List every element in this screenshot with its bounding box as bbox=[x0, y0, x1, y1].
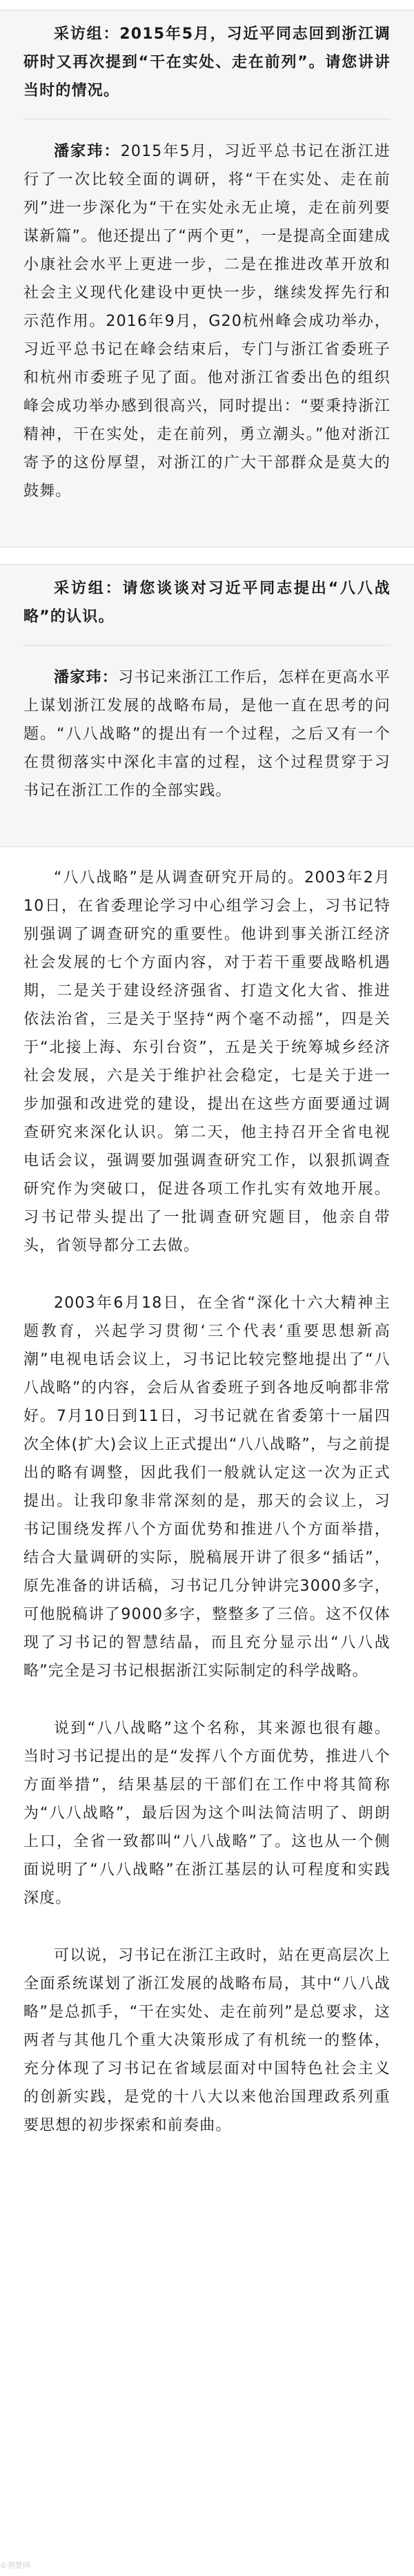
body-paragraph: “八八战略”是从调查研究开局的。2003年2月10日，在省委理论学习中心组学习会上，习书记特别强调了调查研究的重要性。他讲到事关浙江经济社会发展的七个方面内容，对于若干重要战略机遇期，二是关于建设经济强省、打造文化大省、推进依法治省，三是关于坚持“两个毫不动摇”，四是关于“北接上海、东引台资”，五是关于统筹城乡经济社会发展，六是关于维护社会稳定，七是关于进一步加强和改进党的建设，提出在这些方面要通过调查研究来深化认识。第二天，他主持召开全省电视电话会议，强调要加强调查研究工作，以狠抓调查研究作为突破口，促进各项工作扎实有效地开展。习书记带头提出了一批调查研究题目，他亲自带头，省领导都分工去做。 bbox=[23, 869, 391, 1255]
watermark: ©荆楚网 bbox=[0, 2561, 30, 2570]
divider bbox=[23, 645, 391, 646]
body-paragraph: 说到“八八战略”这个名称，其来源也很有趣。当时习书记提出的是“发挥八个方面优势，推进八个方面举措”，结果基层的干部们在工作中将其简称为“八八战略”，最后因为这个叫法简洁明了、朗朗上口，全省一致都叫“八八战略”了。这也从一个侧面说明了“八八战略”在浙江基层的认可程度和实践深度。 bbox=[23, 1720, 391, 1907]
answer-paragraph bbox=[23, 137, 391, 505]
answer-text: 2015年5月，习近平总书记在浙江进行了一次比较全面的调研，将“干在实处、走在前列”进一步深化为“干在实处永无止境，走在前列要谋新篇”。他还提出了“两个更”，一是提高全面建成小康社会水平上更进一步，二是在推进改革开放和社会主义现代化建设中更快一步，继续发挥先行和示范作用。2016年9月，G20杭州峰会成功举办，习近平总书记在峰会结束后，专门与浙江省委班子和杭州市委班子见了面。他对浙江省委出色的组织峰会成功举办感到很高兴，同时提出：“要秉持浙江精神，干在实处，走在前列，勇立潮头。”他对浙江寄予的这份厚望，对浙江的广大干部群众是莫大的鼓舞。 bbox=[23, 143, 391, 500]
body-paragraph: 2003年6月18日，在全省“深化十六大精神主题教育，兴起学习贯彻‘三个代表’重要思想新高潮”电视电话会议上，习书记比较完整地提出了“八八战略”的内容，会后从省委班子到各地反响都非常好。7月10日到11日，习书记就在省委第十一届四次全体(扩大)会议上正式提出“八八战略”，与之前提出的略有调整，因此我们一般就认定这一次为正式提出。让我印象非常深刻的是，那天的会议上，习书记围绕发挥八个方面优势和推进八个方面举措，结合大量调研的实际，脱稿展开讲了很多“插话”，原先准备的讲话稿，习书记几分钟讲完3000多字，可他脱稿讲了9000多字，整整多了三倍。这不仅体现了习书记的智慧结晶，而且充分显示出“八八战略”完全是习书记根据浙江实际制定的科学战略。 bbox=[23, 1295, 391, 1680]
question-paragraph bbox=[23, 574, 391, 631]
answer-label: 潘家玮： bbox=[54, 669, 118, 686]
answer-text: 习书记来浙江工作后，怎样在更高水平上谋划浙江发展的战略布局，是他一直在思考的问题。“八八战略”的提出有一个过程，之后又有一个在贯彻落实中深化丰富的过程，这个过程贯穿于习书记在浙江工作的全部实践。 bbox=[23, 669, 391, 800]
qa-section-2 bbox=[0, 564, 414, 847]
body-paragraph: 可以说，习书记在浙江主政时，站在更高层次上全面系统谋划了浙江发展的战略布局，其中“八八战略”是总抓手，“干在实处、走在前列”是总要求，这两者与其他几个重大决策形成了有机统一的整体，充分体现了习书记在省域层面对中国特色社会主义的创新实践，是党的十八大以来他治国理政系列重要思想的初步探索和前奏曲。 bbox=[23, 1947, 391, 2134]
answer-label: 潘家玮： bbox=[54, 143, 121, 160]
question-label: 采访组： bbox=[54, 580, 123, 597]
qa-section-1 bbox=[0, 10, 414, 548]
body-section bbox=[0, 864, 414, 2140]
question-text: 2015年5月，习近平同志回到浙江调研时又再次提到“干在实处、走在前列”。请您讲讲当时的情况。 bbox=[23, 26, 391, 99]
answer-paragraph bbox=[23, 664, 391, 805]
question-label: 采访组： bbox=[54, 26, 120, 43]
question-text: 请您谈谈对习近平同志提出“八八战略”的认识。 bbox=[23, 580, 391, 626]
question-paragraph bbox=[23, 20, 391, 105]
